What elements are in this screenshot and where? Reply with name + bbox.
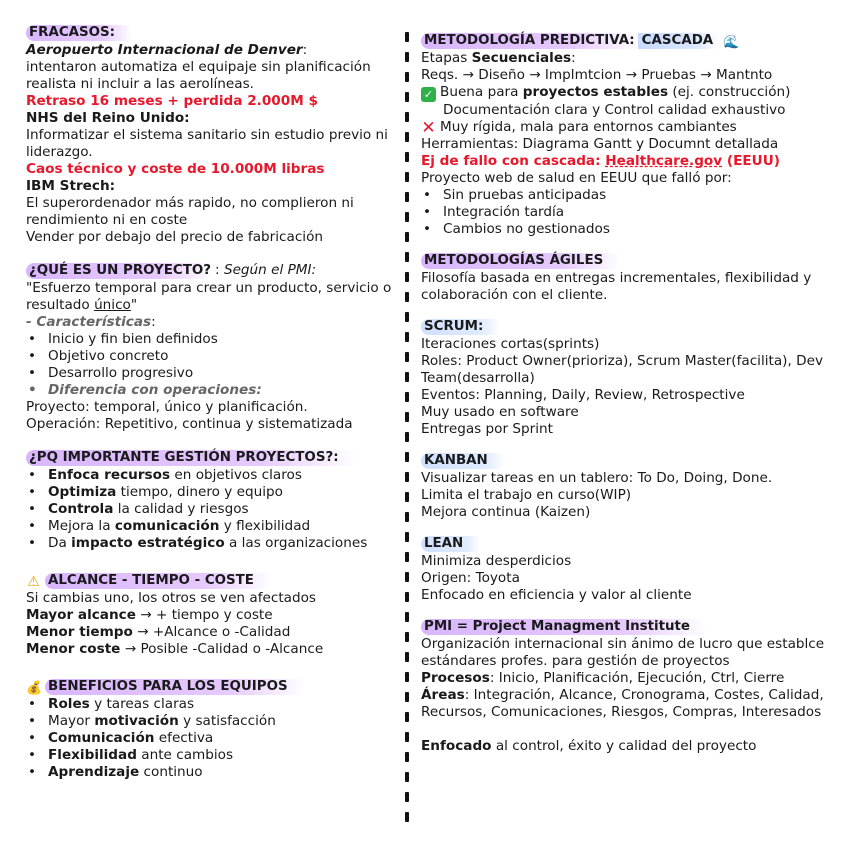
list-item: • Cambios no gestionados (421, 221, 833, 238)
agiles-heading: METODOLOGÍAS ÁGILES (421, 253, 621, 269)
list-item: • Integración tardía (421, 204, 833, 221)
nhs-text: Informatizar el sistema sanitario sin estudio previo ni liderazgo. (26, 127, 388, 160)
list-item: • Da impacto estratégico a las organizaciones (26, 535, 401, 552)
proyecto-section: ¿QUÉ ES UN PROYECTO? : Según el PMI: "Esfuerzo temporal para crear un producto, servicio o resultado único" - Características: • Inicio y fin bien definidos • Objetivo concreto • Desarrollo progresivo • Diferencia con operaciones: Proyecto: temporal, único y planificación. Operación: Repetitivo, continua y sistematizada (26, 262, 401, 433)
denver-result: Retraso 16 meses + perdida 2.000M $ (26, 93, 318, 109)
alcance-section (26, 572, 401, 658)
importancia-section (26, 449, 401, 552)
denver-title: Aeropuerto Internacional de Denver (26, 42, 303, 58)
alcance-line: Si cambias uno, los otros se ven afectados (26, 590, 317, 606)
proyecto-definition: "Esfuerzo temporal para crear un producto, servicio o resultado único" (26, 280, 392, 313)
cascada-heading: METODOLOGÍA PREDICTIVA: (421, 33, 638, 49)
beneficios-list (26, 696, 401, 781)
diferencia-label: • Diferencia con operaciones: (26, 382, 401, 399)
list-item: • Mejora la comunicación y flexibilidad (26, 518, 401, 535)
money-bag-icon: 💰 (26, 681, 43, 696)
cascada-stages: Reqs. → Diseño → Implmtcion → Pruebas → Mantnto (421, 67, 773, 83)
fracasos-section: FRACASOS: Aeropuerto Internacional de Denver: intentaron automatiza el equipaje sin planificación realista ni incluir a las aerolíneas. Retraso 16 meses + perdida 2.000M $ NHS del Reino Unido: Informatizar el sistema sanitario sin estudio previo ni liderazgo. Caos técnico y coste de 10.000M libras IBM Strech: El superordenador más rapido, no complieron ni rendimiento ni en coste Vender por debajo del precio de fabricación (26, 24, 401, 246)
alcance-rule: Menor coste → Posible -Calidad o -Alcance (26, 641, 324, 657)
list-item: • Mayor motivación y satisfacción (26, 713, 401, 730)
pmi-reference: Según el PMI: (223, 262, 317, 278)
beneficios-section (26, 678, 401, 781)
cascada-good-2: Documentación clara y Control calidad exhaustivo (443, 102, 786, 118)
ibm-text-2: Vender por debajo del precio de fabricación (26, 229, 324, 245)
list-item: • Controla la calidad y riesgos (26, 501, 401, 518)
list-item: • Enfoca recursos en objetivos claros (26, 467, 401, 484)
caracteristicas-label: - Características (26, 314, 152, 330)
left-column (26, 24, 401, 791)
cascada-tools: Herramientas: Diagrama Gantt y Documnt detallada (421, 136, 779, 152)
list-item: • Inicio y fin bien definidos (26, 331, 401, 348)
proyecto-heading: ¿QUÉ ES UN PROYECTO? (26, 263, 215, 279)
beneficios-heading: BENEFICIOS PARA LOS EQUIPOS (45, 679, 306, 695)
check-icon: ✓ (421, 87, 436, 102)
list-item: • Sin pruebas anticipadas (421, 187, 833, 204)
warning-icon: ⚠ (27, 574, 40, 590)
cascada-section: METODOLOGÍA PREDICTIVA: CASCADA 🌊 Etapas Secuenciales: Reqs. → Diseño → Implmtcion → Pruebas → Mantnto ✓ Buena para proyectos estables (ej. construcción) Documentación clara y Control calidad exhaustivo ✕ Muy rígida, mala para entornos cambiantes Herramientas: Diagrama Gantt y Documnt detallada Ej de fallo con cascada: Healthcare.gov (EEUU) Proyecto web de salud en EEUU que falló por: • Sin pruebas anticipadas • Integración tardía • Cambios no gestionados (421, 32, 833, 238)
cascada-fail-text: Proyecto web de salud en EEUU que falló por: (421, 170, 732, 186)
pmi-focus: Enfocado al control, éxito y calidad del proyecto (421, 738, 757, 754)
agiles-text: Filosofía basada en entregas incrementales, flexibilidad y colaboración con el cliente. (421, 270, 812, 303)
cross-icon: ✕ (421, 118, 436, 138)
list-item: • Roles y tareas claras (26, 696, 401, 713)
right-column (421, 32, 833, 765)
pmi-heading: PMI = Project Managment Institute (421, 619, 708, 635)
agiles-section (421, 252, 833, 304)
alcance-heading: ALCANCE - TIEMPO - COSTE (45, 573, 272, 589)
cascada-heading-b: CASCADA (638, 33, 720, 49)
pmi-org: Organización internacional sin ánimo de lucro que establce estándares profes. para gestión de proyectos (421, 636, 825, 669)
list-item: • Aprendizaje continuo (26, 764, 401, 781)
diferencia-operacion: Operación: Repetitivo, continua y sistematizada (26, 416, 353, 432)
pmi-procesos: Procesos: Inicio, Planificación, Ejecución, Ctrl, Cierre (421, 670, 785, 686)
scrum-heading: SCRUM: (421, 319, 501, 335)
cascada-fail-list (421, 187, 833, 238)
kanban-heading: KANBAN (421, 453, 506, 469)
list-item: • Optimiza tiempo, dinero y equipo (26, 484, 401, 501)
list-item: • Desarrollo progresivo (26, 365, 401, 382)
ibm-text-1: El superordenador más rapido, no complieron ni rendimiento ni en coste (26, 195, 354, 228)
alcance-rule: Mayor alcance → + tiempo y coste (26, 607, 273, 623)
nhs-result: Caos técnico y coste de 10.000M libras (26, 161, 325, 177)
ibm-title: IBM Strech: (26, 178, 116, 194)
wave-icon: 🌊 (723, 35, 740, 50)
scrum-section: SCRUM: Iteraciones cortas(sprints) Roles: Product Owner(prioriza), Scrum Master(facilita), Dev Team(desarrolla) Eventos: Planning, Daily, Review, Retrospective Muy usado en software Entregas por Sprint (421, 319, 823, 437)
pmi-areas: Áreas: Integración, Alcance, Cronograma, Costes, Calidad, Recursos, Comunicaciones, Riesgos, Compras, Interesados (421, 687, 824, 720)
fracasos-heading: FRACASOS: (26, 25, 133, 41)
diferencia-proyecto: Proyecto: temporal, único y planificación. (26, 399, 308, 415)
caracteristicas-list (26, 331, 401, 399)
nhs-title: NHS del Reino Unido: (26, 110, 190, 126)
alcance-rule: Menor tiempo → +Alcance o -Calidad (26, 624, 291, 640)
list-item: • Objetivo concreto (26, 348, 401, 365)
importancia-list (26, 467, 401, 552)
denver-text: intentaron automatiza el equipaje sin planificación realista ni incluir a las aerolíneas. (26, 59, 371, 92)
healthcare-link[interactable]: Healthcare.gov (605, 153, 723, 169)
lean-section: LEAN Minimiza desperdicios Origen: Toyota Enfocado en eficiencia y valor al cliente (421, 536, 692, 603)
list-item: • Flexibilidad ante cambios (26, 747, 401, 764)
importancia-heading: ¿PQ IMPORTANTE GESTIÓN PROYECTOS?: (26, 450, 357, 466)
list-item: • Comunicación efectiva (26, 730, 401, 747)
kanban-section: KANBAN Visualizar tareas en un tablero: To Do, Doing, Done. Limita el trabajo en curso(WIP) Mejora continua (Kaizen) (421, 453, 773, 520)
lean-heading: LEAN (421, 536, 481, 552)
pmi-section (421, 618, 833, 755)
